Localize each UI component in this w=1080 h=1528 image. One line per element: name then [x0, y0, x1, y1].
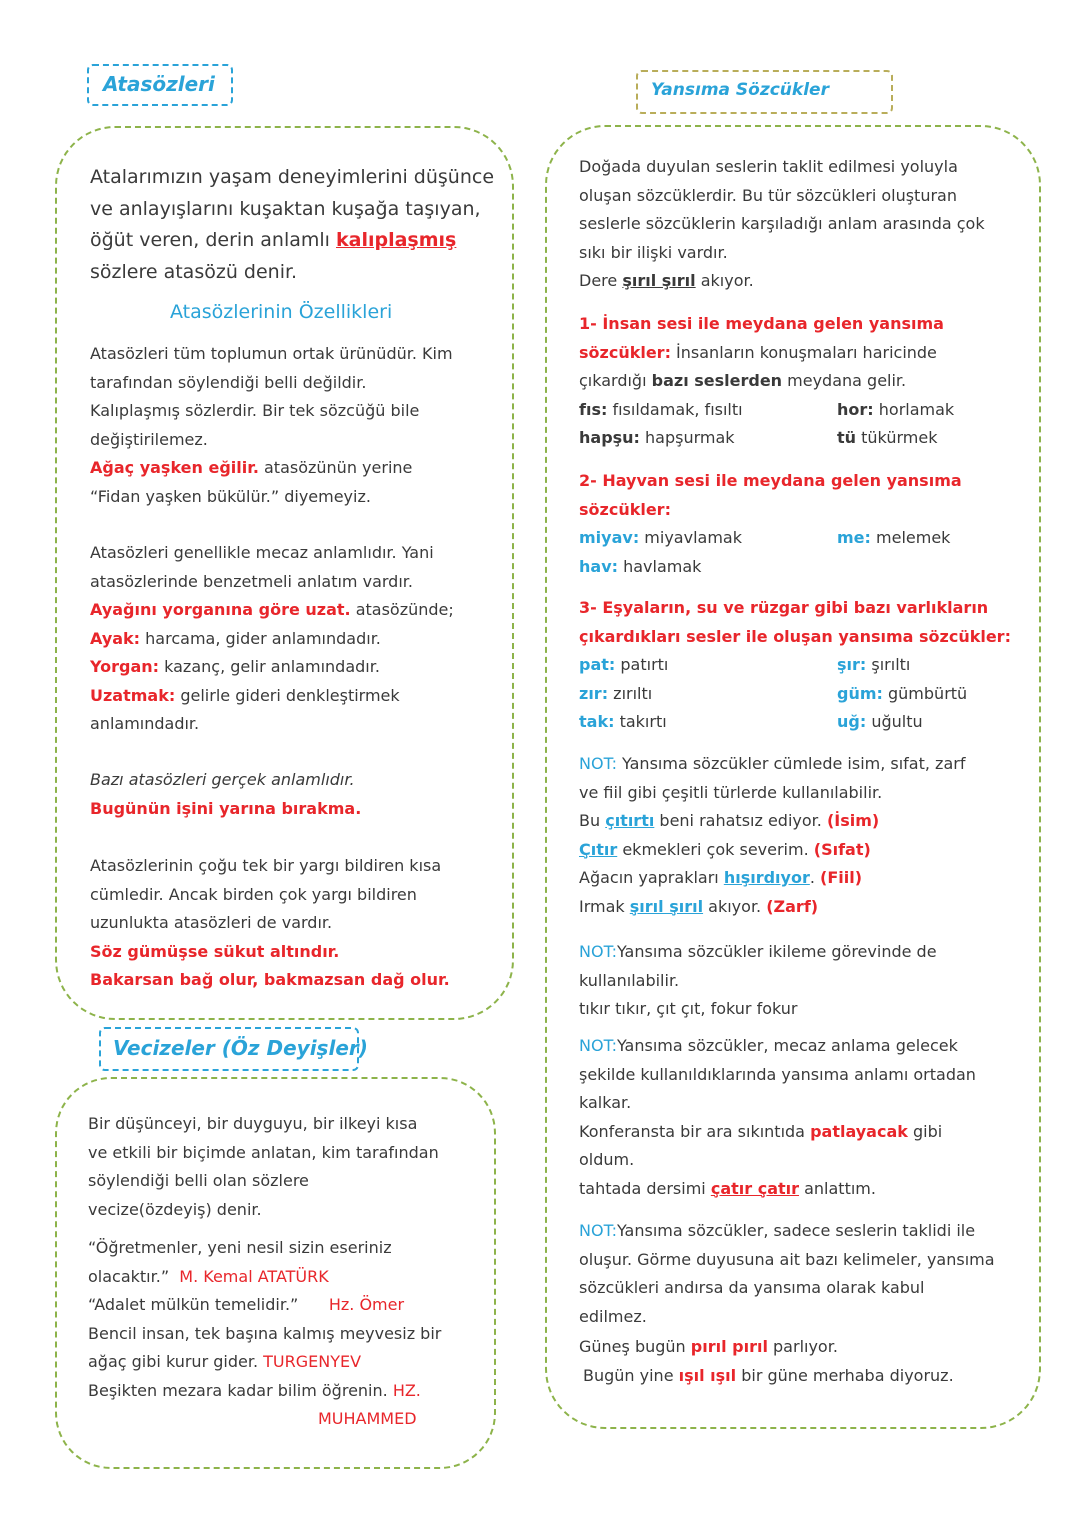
yansima-section-3: 3- Eşyaların, su ve rüzgar gibi bazı varlıkların çıkardıkları sesler ile oluşan yansıma sözcükler: pat: patırtı şır: şırıltı zır: zırıltı güm: gümbürtü tak: takırtı uğ: uğultu [579, 594, 1029, 737]
example-proverb: Bugünün işini yarına bırakma. [90, 798, 362, 818]
yansima-intro: Doğada duyulan seslerin taklit edilmesi yoluyla oluşan sözcüklerdir. Bu tür sözcükleri oluşturan seslerle sözcüklerin karşıladığı anlam arasında çok sıkı bir ilişki vardır. Dere şırıl şırıl akıyor. [579, 157, 985, 290]
example-row: hapşu: hapşurmak tü tükürmek [579, 428, 938, 447]
atasozleri-title: Atasözleri [103, 72, 215, 96]
example-row: tak: takırtı uğ: uğultu [579, 712, 923, 731]
example-row: zır: zırıltı güm: gümbürtü [579, 683, 968, 703]
atasozleri-p1: Atasözleri tüm toplumun ortak ürünüdür. Kim tarafından söylendiği belli değildir. Kalıplaşmış sözlerdir. Bir tek sözcüğü bile değiştirilemez. Ağaç yaşken eğilir. atasözünün yerine “Fidan yaşken bükülür.” diyemeyiz. [90, 344, 453, 506]
kalipalasmis-keyword: kalıplaşmış [336, 229, 457, 251]
yansima-note-4: NOT:Yansıma sözcükler, sadece seslerin taklidi ile oluşur. Görme duyusuna ait bazı kelimeler, yansıma sözcükleri andırsa da yansıma olarak kabul edilmez. Güneş bugün pırıl pırıl parlıyor. Bugün yine ışıl ışıl bir güne merhaba diyoruz. [579, 1221, 995, 1385]
example-row: hav: havlamak [579, 556, 702, 576]
ozellikler-heading: Atasözlerinin Özellikleri [170, 301, 393, 323]
intro-line: sözlere atasözü denir. [90, 260, 298, 283]
quote-author: MUHAMMED [318, 1409, 417, 1428]
atasozleri-intro [90, 162, 494, 288]
quote-author: M. Kemal ATATÜRK [179, 1266, 329, 1286]
atasozleri-p3: Bazı atasözleri gerçek anlamlıdır. Bugünün işini yarına bırakma. [90, 766, 361, 823]
example-proverb: Ayağını yorganına göre uzat. [90, 600, 351, 619]
vecizeler-title: Vecizeler (Öz Deyişler) [113, 1036, 368, 1060]
intro-line: Atalarımızın yaşam deneyimlerini düşünce [90, 166, 495, 188]
intro-line: ve anlayışlarını kuşaktan kuşağa taşıyan, [90, 197, 481, 220]
yansima-note-3: NOT:Yansıma sözcükler, mecaz anlama gelecek şekilde kullanıldıklarında yansıma anlamı ortadan kalkar. Konferansta bir ara sıkıntıda patlayacak gibi oldum. tahtada dersimi çatır çatır anlattım. [579, 1036, 976, 1198]
example-proverb: Bakarsan bağ olur, bakmazsan dağ olur. [90, 970, 450, 989]
quote-author: Hz. Ömer [328, 1295, 405, 1314]
atasozleri-p2: Atasözleri genellikle mecaz anlamlıdır. Yani atasözlerinde benzetmeli anlatım vardır. Ayağını yorganına göre uzat. atasözünde; Ayak: harcama, gider anlamındadır. Yorgan: kazanç, gelir anlamındadır. Uzatmak: gelirle gideri denkleştirmek anlamındadır. [90, 543, 454, 733]
yansima-note-2: NOT:Yansıma sözcükler ikileme görevinde de kullanılabilir. tıkır tıkır, çıt çıt, fokur fokur [579, 942, 937, 1018]
vecizeler-body: Bir düşünceyi, bir duyguyu, bir ilkeyi kısa ve etkili bir biçimde anlatan, kim tarafından söylendiği belli olan sözlere vecize(özdeyiş) denir. “Öğretmenler, yeni nesil sizin eseriniz olacaktır.” M. Kemal ATATÜRK “Adalet mülkün temelidir.” Hz. Ömer Bencil insan, tek başına kalmış meyvesiz bir ağaç gibi kurur gider. TURGENYEV Beşikten mezara kadar bilim öğrenin. HZ. MUHAMMED [88, 1110, 441, 1434]
atasozleri-p4: Atasözlerinin çoğu tek bir yargı bildiren kısa cümledir. Ancak birden çok yargı bildiren uzunlukta atasözleri de vardır. Söz gümüşse sükut altındır. Bakarsan bağ olur, bakmazsan dağ olur. [90, 852, 450, 995]
yansima-section-2: 2- Hayvan sesi ile meydana gelen yansıma sözcükler: miyav: miyavlamak me: melemek hav: havlamak [579, 467, 1019, 581]
example-proverb: Ağaç yaşken eğilir. [90, 458, 259, 477]
quote-author: HZ. [392, 1380, 421, 1400]
yansima-note-1: NOT: Yansıma sözcükler cümlede isim, sıfat, zarf ve fiil gibi çeşitli türlerde kullanılabilir. Bu çıtırtı beni rahatsız ediyor. (İsim) Çıtır ekmekleri çok severim. (Sıfat) Ağacın yaprakları hışırdıyor. (Fiil) Irmak şırıl şırıl akıyor. (Zarf) [579, 754, 966, 916]
yansima-section-1: 1- İnsan sesi ile meydana gelen yansıma sözcükler: İnsanların konuşmaları haricinde çıkardığı bazı seslerden meydana gelir. fıs: fısıldamak, fısıltı hor: horlamak hapşu: hapşurmak tü tükürmek [579, 310, 1019, 453]
example-row: pat: patırtı şır: şırıltı [579, 655, 911, 674]
quote-author: TURGENYEV [263, 1352, 362, 1371]
example-proverb: Söz gümüşse sükut altındır. [90, 941, 340, 961]
example-row: fıs: fısıldamak, fısıltı hor: horlamak [579, 399, 955, 419]
example-row: miyav: miyavlamak me: melemek [579, 528, 951, 547]
yansima-title: Yansıma Sözcükler [651, 80, 829, 100]
intro-line: öğüt veren, derin anlamlı kalıplaşmış [90, 229, 457, 251]
